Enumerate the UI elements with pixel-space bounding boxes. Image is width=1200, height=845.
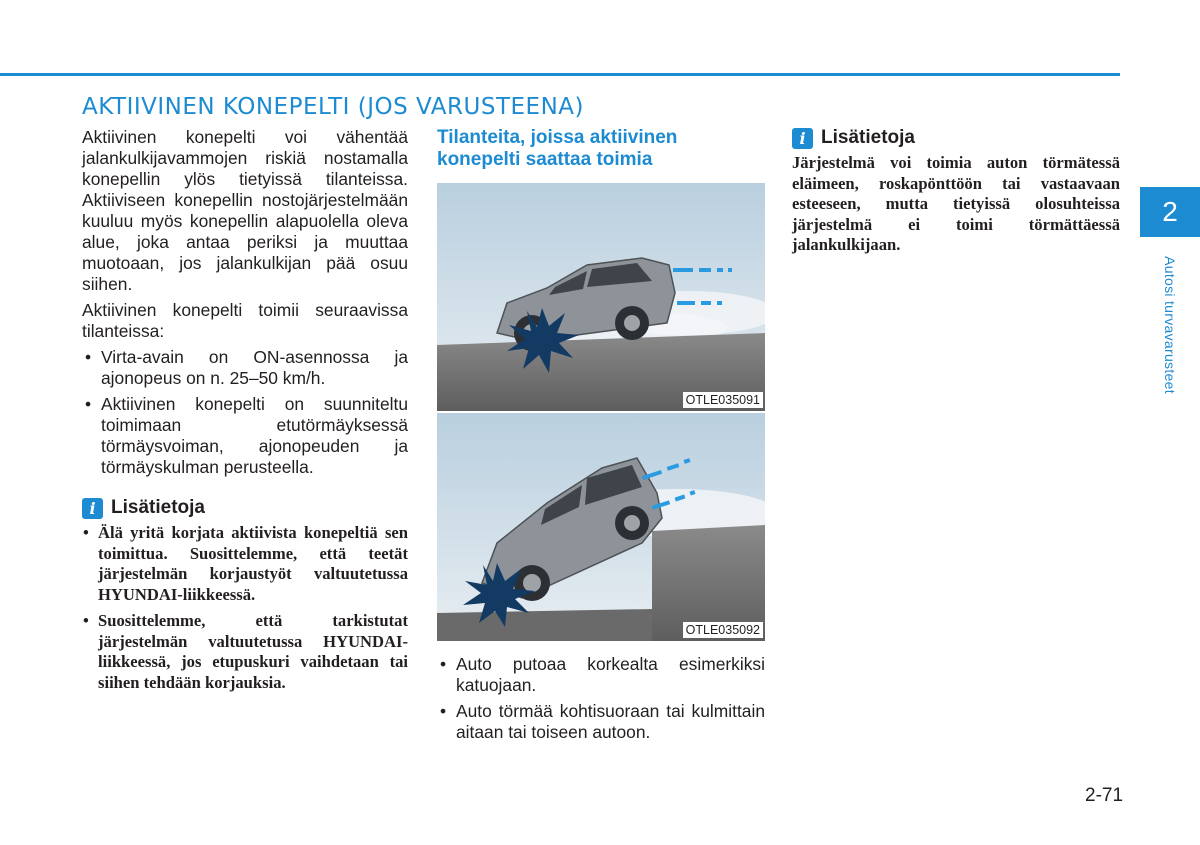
info-title: Lisätietoja [821, 127, 915, 148]
chapter-tab: 2 [1140, 187, 1200, 237]
car-drop-illustration [437, 183, 765, 411]
list-item: • Auto putoaa korkealta esimerkiksi katuojaan. [437, 654, 765, 696]
chapter-title: Autosi turvavarusteet [1162, 256, 1178, 394]
info-header [82, 497, 408, 519]
section-title: AKTIIVINEN KONEPELTI (JOS VARUSTEENA) [82, 94, 584, 120]
info-icon: i [82, 498, 103, 519]
info-icon: i [792, 128, 813, 149]
list-item: • Aktiivinen konepelti on suunniteltu toimimaan etutörmäyksessä törmäysvoiman, ajonopeuden ja törmäyskulman perusteella. [82, 394, 408, 478]
left-column [82, 127, 408, 699]
list-item: • Virta-avain on ON-asennossa ja ajonopeus on n. 25–50 km/h. [82, 347, 408, 389]
info-header [792, 127, 1120, 149]
info-title: Lisätietoja [111, 497, 205, 518]
top-rule [0, 73, 1120, 76]
car-wall-illustration [437, 413, 765, 641]
info-list [82, 523, 408, 693]
figure-car-drop [437, 183, 765, 411]
middle-column [437, 127, 765, 748]
conditions-paragraph: Aktiivinen konepelti toimii seuraavissa tilanteissa: [82, 300, 408, 341]
list-item: • Älä yritä korjata aktiivista konepeltiä sen toimittua. Suosittelemme, että teetät järjestelmän korjaustyöt valtuutetussa HYUNDAI-liikkeessä. [82, 523, 408, 605]
conditions-list [82, 347, 408, 478]
intro-paragraph: Aktiivinen konepelti voi vähentää jalankulkijavammojen riskiä nostamalla konepellin ylös tietyissä tilanteissa. Aktiiviseen konepellin nostojärjestelmään kuuluu myös konepellin alapuolella oleva alue, joka antaa periksi ja muuttaa muotoaan, jos jalankulkijan pää osuu siihen. [82, 127, 408, 294]
ground [437, 609, 652, 641]
figure-code: OTLE035092 [683, 622, 763, 638]
info-text: Järjestelmä voi toimia auton törmätessä eläimeen, roskapönttöön tai vastaavaan esteeseen, mutta tietyissä olosuhteissa järjestelmä ei toimi törmättäessä jalankulkijaan. [792, 153, 1120, 254]
list-item: • Suosittelemme, että tarkistutat järjestelmän valtuutetussa HYUNDAI-liikkeessä, jos etupuskuri vaihdetaan tai siihen tehdään korjauksia. [82, 611, 408, 693]
situations-list [437, 654, 765, 743]
situations-heading: Tilanteita, joissa aktiivinen konepelti saattaa toimia [437, 127, 678, 170]
list-item: • Auto törmää kohtisuoraan tai kulmittain aitaan tai toiseen autoon. [437, 701, 765, 743]
right-column [792, 127, 1120, 256]
page-number: 2-71 [1085, 785, 1124, 806]
info-box [82, 497, 408, 693]
figure-car-wall [437, 413, 765, 641]
figure-code: OTLE035091 [683, 392, 763, 408]
